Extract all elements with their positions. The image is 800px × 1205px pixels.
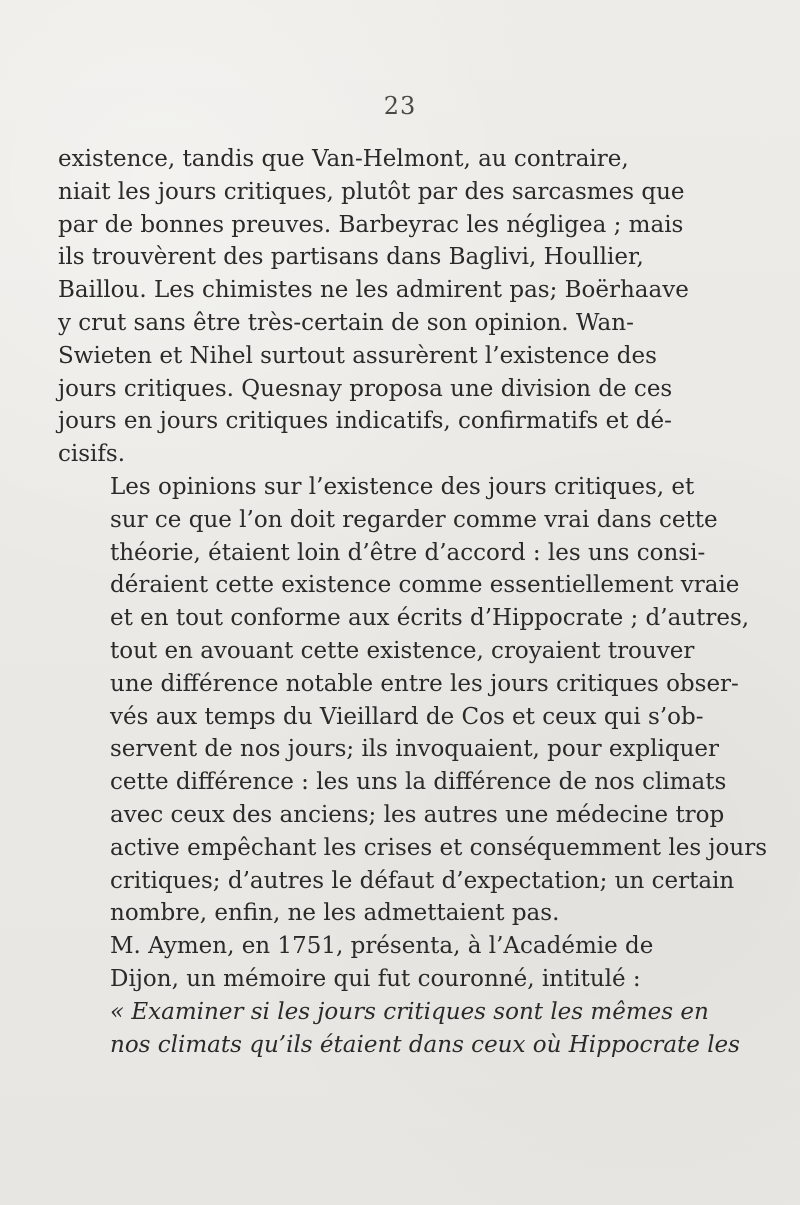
text-line: y crut sans être très-certain de son opinion. Wan- [58,309,634,336]
text-line: cette différence : les uns la différence de nos climats [110,769,727,796]
text-line: jours en jours critiques indicatifs, confirmatifs et dé- [58,408,672,435]
text-line: critiques; d’autres le défaut d’expectation; un certain [110,867,735,894]
text-line: Swieten et Nihel surtout assurèrent l’existence des [58,342,657,369]
text-line: par de bonnes preuves. Barbeyrac les négligea ; mais [58,211,684,238]
text-line: Baillou. Les chimistes ne les admirent pas; Boërhaave [58,277,689,304]
text-line: nos climats qu’ils étaient dans ceux où Hippocrate les [110,1031,740,1058]
text-line: vés aux temps du Vieillard de Cos et ceux qui s’ob- [110,703,704,730]
text-line: et en tout conforme aux écrits d’Hippocrate ; d’autres, [110,605,750,632]
text-line: niait les jours critiques, plutôt par des sarcasmes que [58,178,685,205]
text-line: « Examiner si les jours critiques sont les mêmes en [110,998,709,1025]
text-line: M. Aymen, en 1751, présenta, à l’Académie de [110,933,654,960]
text-line: nombre, enfin, ne les admettaient pas. [110,900,560,927]
text-line: tout en avouant cette existence, croyaient trouver [110,637,695,664]
text-line: une différence notable entre les jours critiques obser- [110,670,739,697]
paragraph-3 [58,930,738,1061]
text-line: avec ceux des anciens; les autres une médecine trop [110,801,725,828]
paragraph-1 [58,143,738,471]
paragraph-2 [58,471,768,930]
page-number: 23 [383,92,417,120]
text-line: Dijon, un mémoire qui fut couronné, intitulé : [110,965,641,992]
text-line: théorie, étaient loin d’être d’accord : les uns consi- [110,539,706,566]
text-line: cisifs. [58,441,126,468]
text-line: déraient cette existence comme essentiellement vraie [110,572,740,599]
text-line: Les opinions sur l’existence des jours critiques, et [110,473,695,500]
text-line: sur ce que l’on doit regarder comme vrai dans cette [110,506,718,533]
body-text [58,143,768,1061]
text-line: existence, tandis que Van-Helmont, au contraire, [58,146,629,172]
text-line: active empêchant les crises et conséquemment les jours [110,834,768,861]
text-line: jours critiques. Quesnay proposa une division de ces [58,375,673,402]
text-line: ils trouvèrent des partisans dans Baglivi, Houllier, [58,244,644,271]
text-line: servent de nos jours; ils invoquaient, pour expliquer [110,736,720,763]
